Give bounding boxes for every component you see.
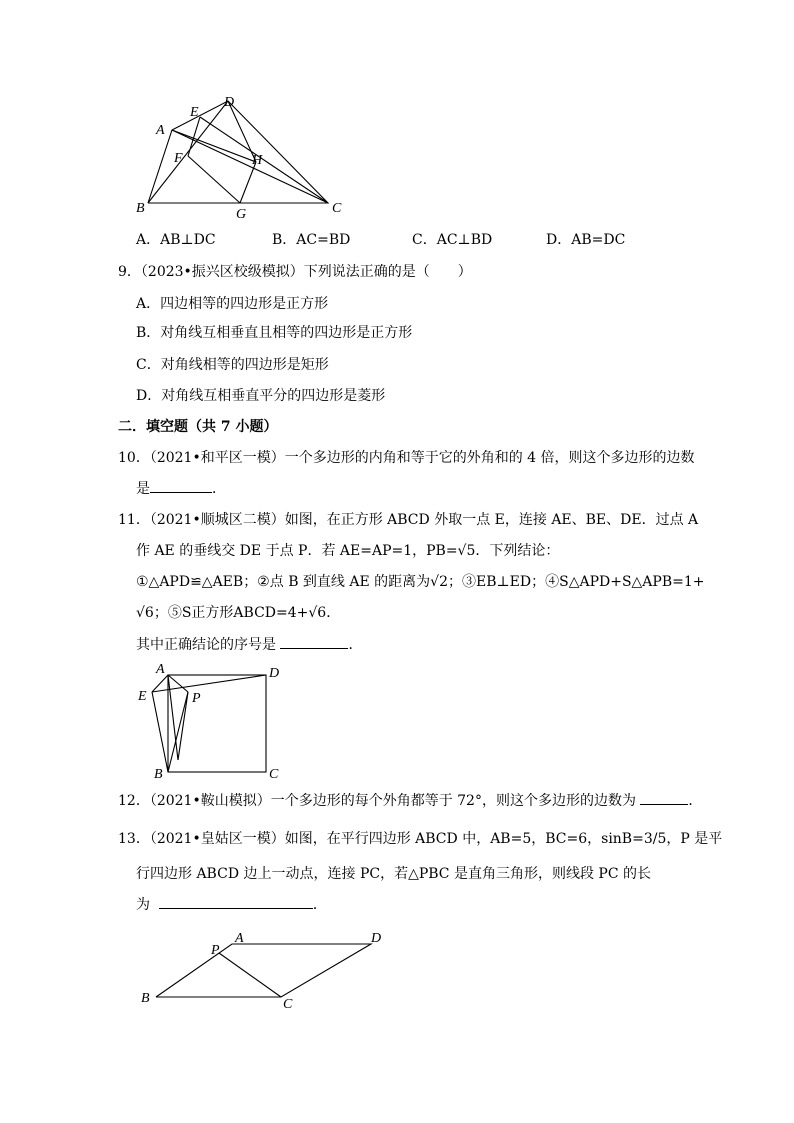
q11-line5-suffix: ． [348, 637, 363, 653]
fig13-label-d: D [371, 931, 382, 946]
q13-line3 [136, 894, 327, 914]
q13-line3-prefix: 为 [136, 897, 150, 913]
q8-option-c: C．AC⊥BD [412, 232, 493, 248]
fig11-label-e: E [138, 689, 147, 704]
fig8-label-e: E [190, 105, 199, 120]
fig11-label-a: A [156, 662, 165, 677]
q11-line5-prefix: 其中正确结论的序号是 [136, 637, 276, 653]
q8-option-b: B．AC=BD [272, 232, 351, 248]
section-title: 二．填空题（共 7 小题） [118, 419, 278, 435]
q9-option-a: A．四边相等的四边形是正方形 [136, 296, 329, 312]
fig8-label-b: B [136, 201, 145, 216]
q13-line2: 行四边形 ABCD 边上一动点，连接 PC，若△PBC 是直角三角形，则线段 PC 的长 [136, 866, 652, 882]
q11-answer-blank[interactable] [280, 634, 348, 649]
q13-line1: 13．（2021•皇姑区一模）如图，在平行四边形 ABCD 中，AB=5，BC=6，sinB=3/5，P 是平 [118, 831, 723, 847]
q12-suffix: ． [688, 793, 703, 809]
fig8-label-g: G [236, 207, 247, 222]
q11-line2: 作 AE 的垂线交 DE 于点 P．若 AE=AP=1，PB=√5．下列结论： [136, 543, 560, 559]
q11-figure [130, 660, 290, 780]
fig8-label-f: F [174, 151, 183, 166]
fig11-label-p: P [192, 691, 201, 706]
q9-option-c: C．对角线相等的四边形是矩形 [136, 357, 329, 373]
q8-figure [130, 90, 350, 220]
fig8-label-h: H [252, 153, 263, 168]
q12-text [118, 790, 702, 810]
fig13-label-c: C [283, 997, 293, 1012]
fig8-label-c: C [332, 201, 342, 216]
q12-answer-blank[interactable] [640, 790, 688, 805]
q11-line4: √6；⑤S正方形ABCD=4+√6． [136, 605, 341, 621]
q12-stem: 12．（2021•鞍山模拟）一个多边形的每个外角都等于 72°，则这个多边形的边数为 [118, 793, 636, 809]
fig13-label-a: A [235, 931, 244, 946]
q10-answer-blank[interactable] [150, 478, 212, 493]
q13-line3-suffix: ． [312, 897, 327, 913]
q13-figure [135, 928, 395, 1018]
q10-line2 [136, 478, 226, 498]
fig11-label-c: C [269, 767, 279, 782]
q9-option-d: D．对角线互相垂直平分的四边形是菱形 [136, 388, 386, 404]
fig13-label-b: B [141, 991, 150, 1006]
q11-line5 [136, 634, 362, 654]
fig11-label-b: B [154, 767, 163, 782]
q13-answer-blank[interactable] [159, 894, 313, 909]
fig8-label-a: A [156, 123, 165, 138]
q8-option-a: A．AB⊥DC [136, 232, 216, 248]
q11-line3: ①△APD≌△AEB；②点 B 到直线 AE 的距离为√2；③EB⊥ED；④S△APD+S△APB=1+ [136, 574, 705, 590]
fig8-label-d: D [224, 95, 235, 110]
fig11-label-d: D [269, 666, 280, 681]
q8-option-d: D．AB=DC [546, 232, 626, 248]
q10-line2-suffix: ． [212, 481, 226, 497]
q11-line1: 11．（2021•顺城区二模）如图，在正方形 ABCD 外取一点 E，连接 AE、BE、DE．过点 A [118, 512, 699, 528]
q10-line1: 10．（2021•和平区一模）一个多边形的内角和等于它的外角和的 4 倍，则这个多边形的边数 [118, 450, 695, 466]
fig13-label-p: P [211, 943, 220, 958]
q10-line2-prefix: 是 [136, 481, 150, 497]
q9-stem: 9．（2023•振兴区校级模拟）下列说法正确的是（ ） [118, 264, 472, 280]
q9-option-b: B．对角线互相垂直且相等的四边形是正方形 [136, 325, 413, 341]
